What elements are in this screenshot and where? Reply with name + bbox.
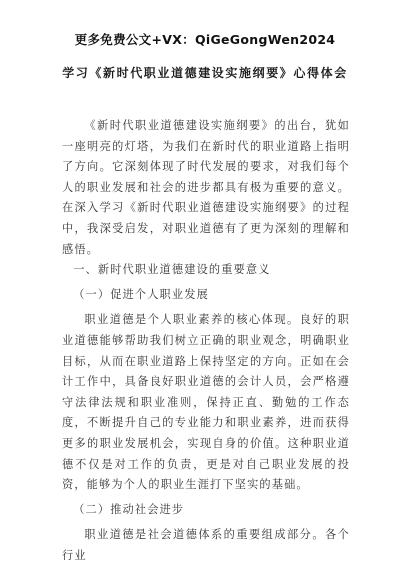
intro-paragraph: 《新时代职业道德建设实施纲要》的出台，犹如一座明亮的灯塔，为我们在新时代的职业道路上指明了方向。它深刻体现了时代发展的要求，对我们每个人的职业发展和社会的进步都具有极为重要的意义。在深入学习《新时代职业道德建设实施纲要》的过程中，我深受启发，对职业道德有了更为深刻的理解和感悟。 (62, 119, 350, 256)
watermark-header: 更多免费公文+VX：QiGeGongWen2024 (74, 32, 336, 47)
body-paragraph-2: 职业道德是社会道德体系的重要组成部分。各个行业 (62, 528, 350, 562)
document-body (62, 116, 350, 566)
subsection-heading-1: （一）促进个人职业发展 (73, 287, 209, 301)
section-heading-1: 一、新时代职业道德建设的重要意义 (73, 263, 271, 277)
body-paragraph-1: 职业道德是个人职业素养的核心体现。良好的职业道德能够帮助我们树立正确的职业观念，明确职业目标，从而在职业道路上保持坚定的方向。正如在会计工作中，具备良好职业道德的会计人员，会严格遵守法律法规和职业准则，保持正直、勤勉的工作态度，不断提升自己的专业能力和职业素养，进而获得更多的职业发展机会，实现自身的价值。这种职业道德不仅是对工作的负责，更是对自己职业发展的投资，能够为个人的职业生涯打下坚实的基础。 (62, 313, 350, 492)
subsection-heading-2: （二）推动社会进步 (73, 502, 185, 516)
document-title: 学习《新时代职业道德建设实施纲要》心得体会 (62, 66, 348, 80)
